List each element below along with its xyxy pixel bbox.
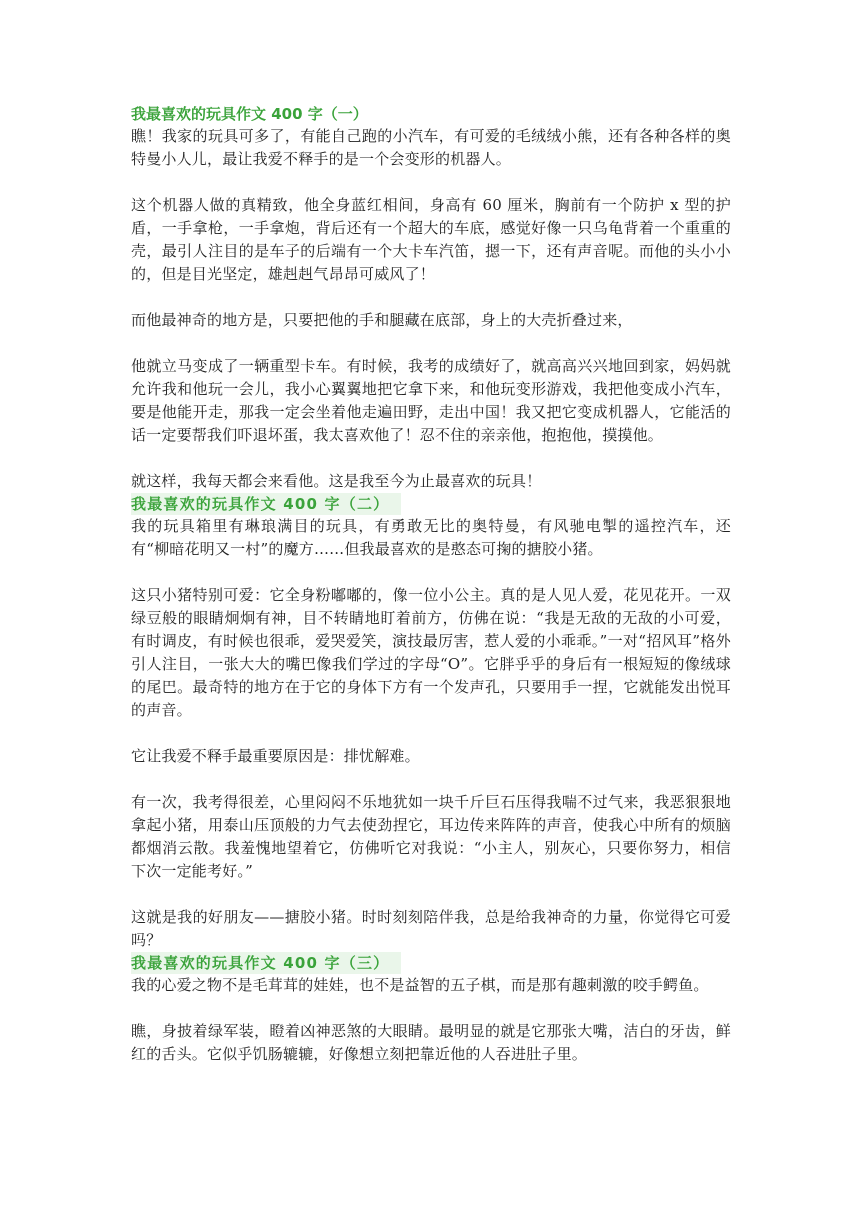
paragraph: 这个机器人做的真精致，他全身蓝红相间，身高有 60 厘米，胸前有一个防护 x 型的护盾，一手拿枪，一手拿炮，背后还有一个超大的车底，感觉好像一只乌龟背着一个重重的壳，最引人注目的是车子的后端有一个大卡车汽笛，摁一下，还有声音呢。而他的头小小的，但是目光坚定，雄赳赳气昂昂可威风了！ [131,196,731,283]
paragraph: 瞧！我家的玩具可多了，有能自己跑的小汽车，有可爱的毛绒绒小熊，还有各种各样的奥特曼小人儿，最让我爱不释手的是一个会变形的机器人。 [131,127,731,168]
paragraph-gap [131,883,731,906]
paragraph: 这只小猪特别可爱：它全身粉嘟嘟的，像一位小公主。真的是人见人爱，花见花开。一双绿豆般的眼睛炯炯有神，目不转睛地盯着前方，仿佛在说：“我是无敌的无敌的小可爱，有时调皮，有时候也很乖，爱哭爱笑，演技最厉害，惹人爱的小乖乖。”一对“招风耳”格外引人注目，一张大大的嘴巴像我们学过的字母“O”。它胖乎乎的身后有一根短短的像绒球的尾巴。最奇特的地方在于它的身体下方有一个发声孔，只要用手一捏，它就能发出悦耳的声音。 [131,586,731,719]
paragraph-gap [131,447,731,470]
paragraph-gap [131,561,731,584]
essay-title-2: 我最喜欢的玩具作文 400 字（二） [131,493,401,515]
paragraph: 我的玩具箱里有琳琅满目的玩具，有勇敢无比的奥特曼，有风驰电掣的遥控汽车，还有“柳暗花明又一村”的魔方……但我最喜欢的是憨态可掬的搪胶小猪。 [131,517,731,558]
essay-title-1: 我最喜欢的玩具作文 400 字（一） [131,105,368,123]
essay-title-3: 我最喜欢的玩具作文 400 字（三） [131,952,401,974]
paragraph: 这就是我的好朋友——搪胶小猪。时时刻刻陪伴我，总是给我神奇的力量，你觉得它可爱吗？ [131,908,731,949]
paragraph-gap [131,997,731,1020]
paragraph: 有一次，我考得很差，心里闷闷不乐地犹如一块千斤巨石压得我喘不过气来，我恶狠狠地拿起小猪，用泰山压顶般的力气去使劲捏它，耳边传来阵阵的声音，使我心中所有的烦脑都烟消云散。我羞愧地望着它，仿佛听它对我说：“小主人，别灰心，只要你努力，相信下次一定能考好。” [131,793,731,880]
paragraph: 而他最神奇的地方是，只要把他的手和腿藏在底部，身上的大壳折叠过来， [131,311,633,329]
paragraph-gap [131,286,731,309]
paragraph: 他就立马变成了一辆重型卡车。有时候，我考的成绩好了，就高高兴兴地回到家，妈妈就允许我和他玩一会儿，我小心翼翼地把它拿下来，和他玩变形游戏，我把他变成小汽车，要是他能开走，那我一定会坐着他走遍田野，走出中国！我又把它变成机器人，它能活的话一定要帮我们吓退坏蛋，我太喜欢他了！忍不住的亲亲他，抱抱他，摸摸他。 [131,357,731,444]
paragraph: 瞧，身披着绿军装，瞪着凶神恶煞的大眼睛。最明显的就是它那张大嘴，洁白的牙齿，鲜红的舌头。它似乎饥肠辘辘，好像想立刻把靠近他的人吞进肚子里。 [131,1022,731,1063]
paragraph: 我的心爱之物不是毛茸茸的娃娃，也不是益智的五子棋，而是那有趣刺激的咬手鳄鱼。 [131,976,709,994]
document-body [131,103,731,1066]
paragraph: 就这样，我每天都会来看他。这是我至今为止最喜欢的玩具！ [131,472,542,490]
paragraph-gap [131,332,731,355]
paragraph-gap [131,768,731,791]
paragraph-gap [131,722,731,745]
paragraph: 它让我爱不释手最重要原因是：排忧解难。 [131,747,420,765]
paragraph-gap [131,171,731,194]
